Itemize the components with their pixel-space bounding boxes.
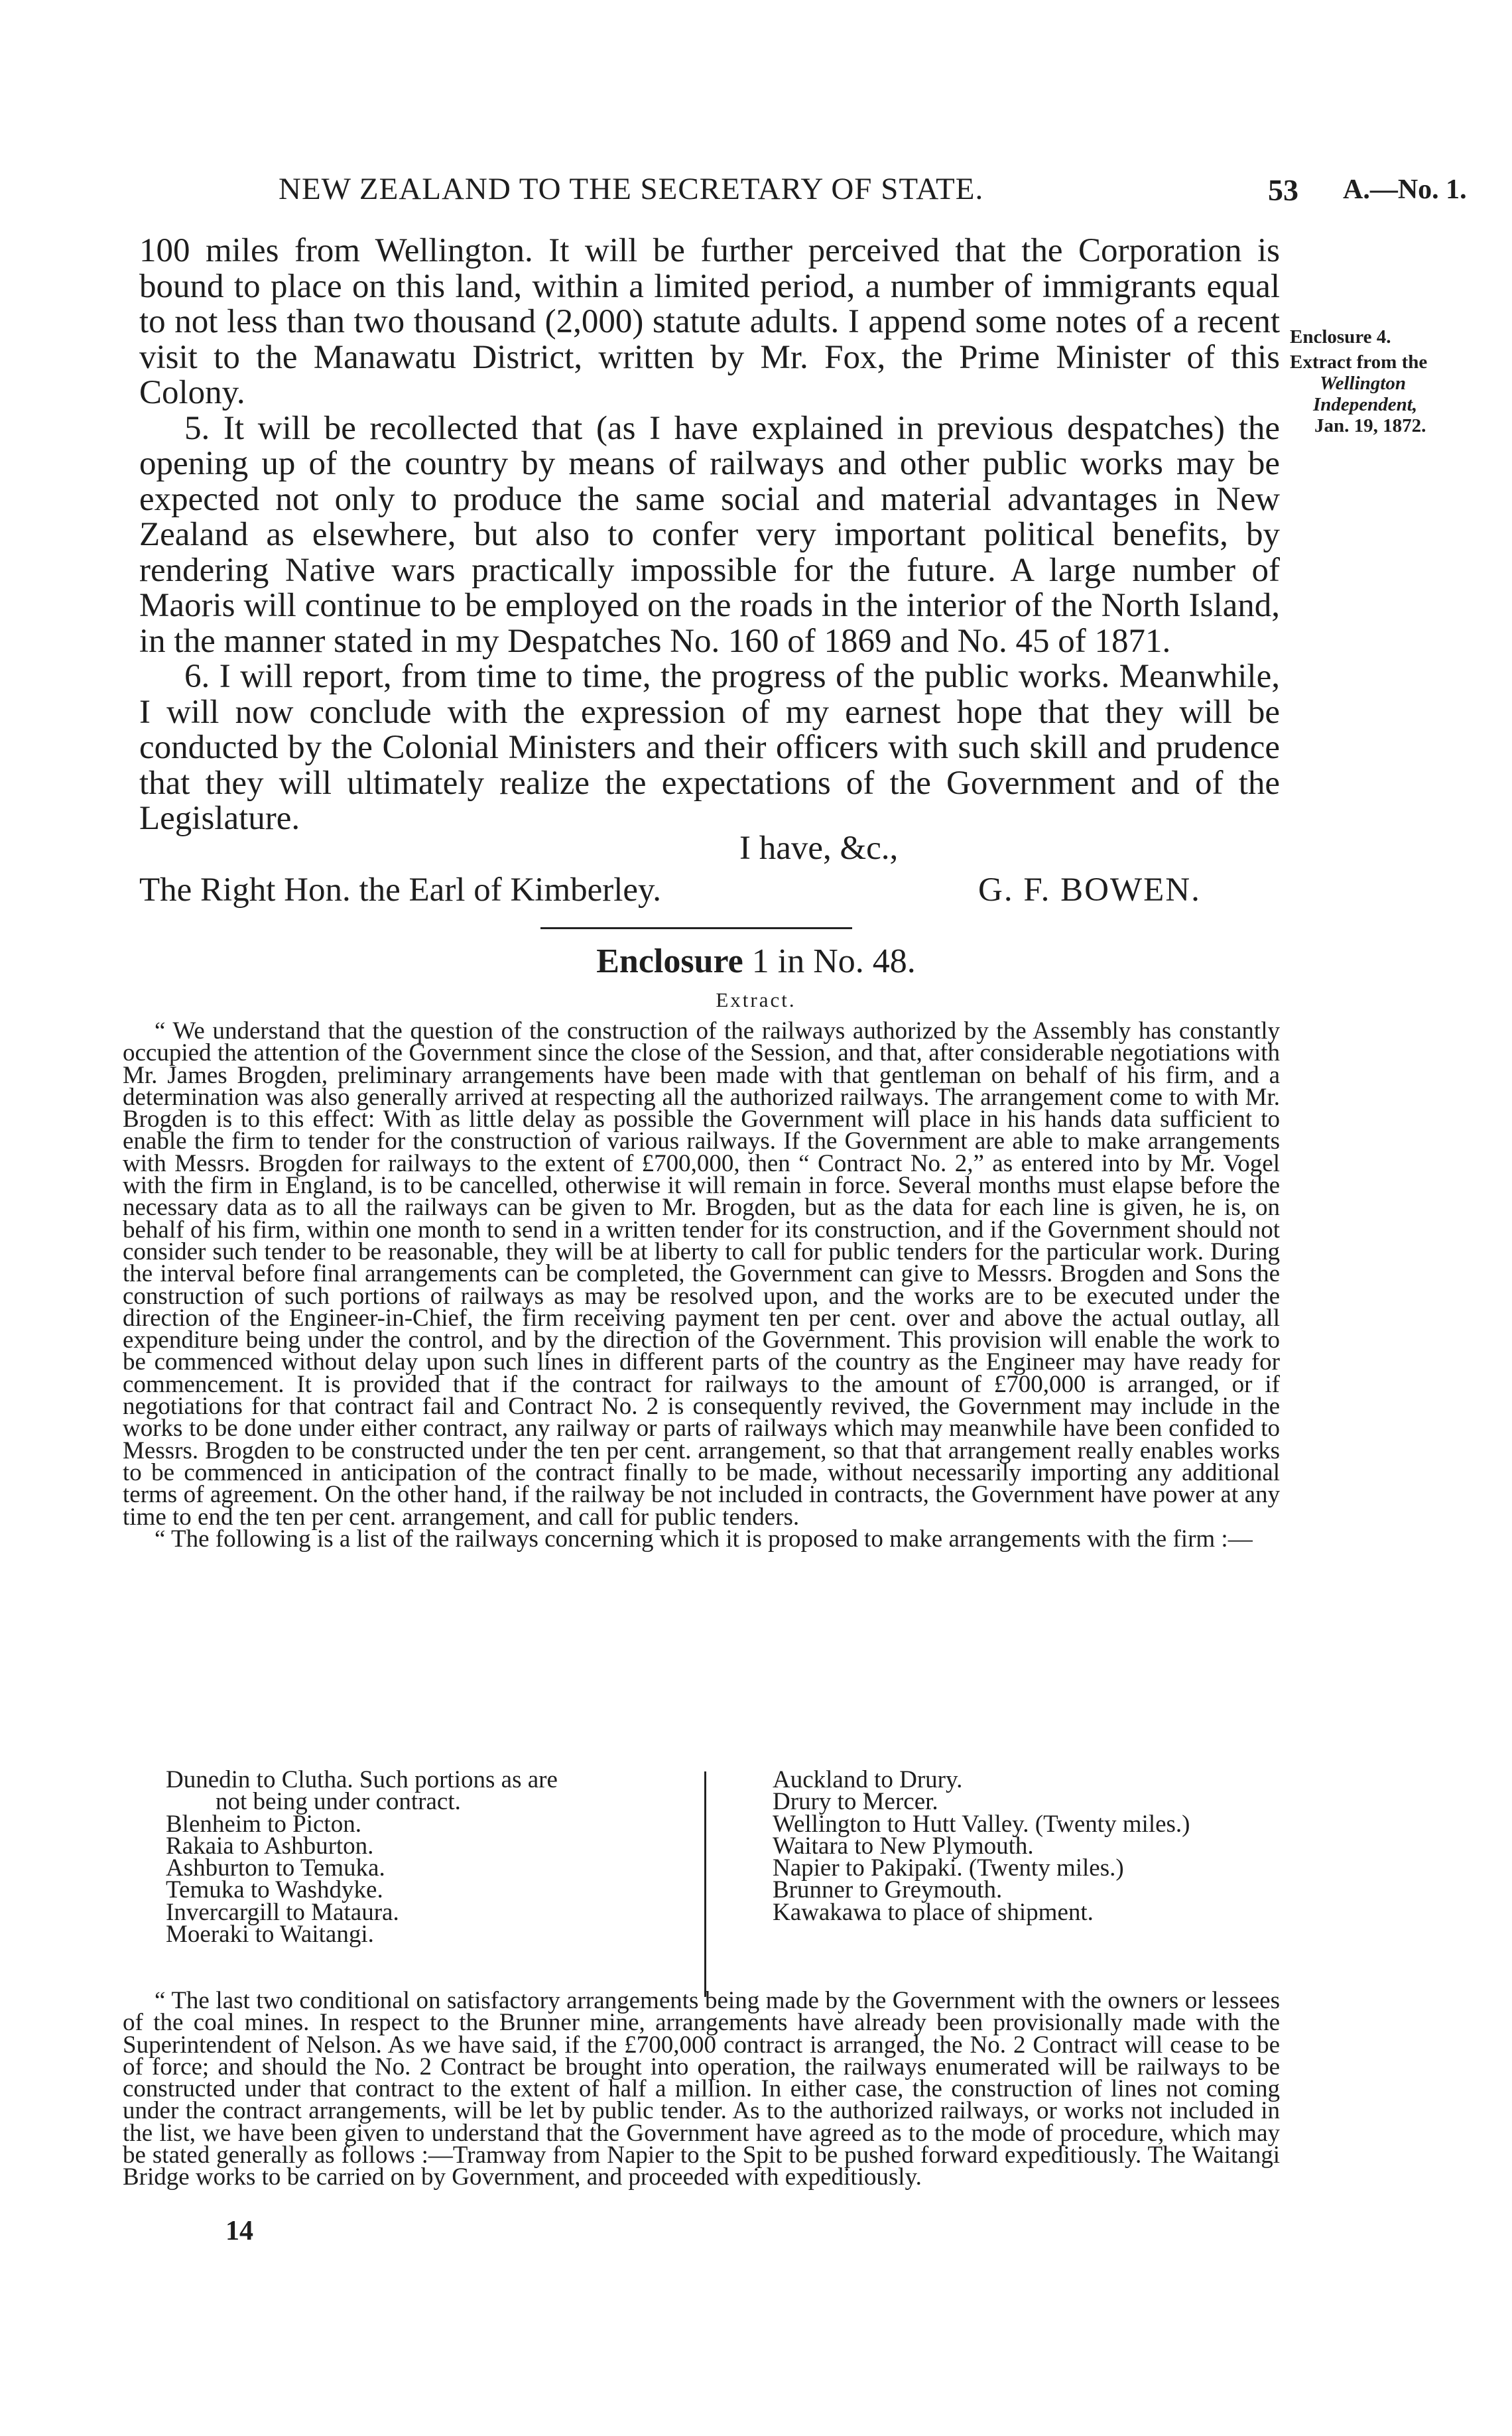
list-item: Wellington to Hutt Valley. (Twenty miles.): [773, 1810, 1190, 1838]
railway-list-right: [773, 1766, 1277, 1926]
running-header: [0, 171, 1512, 211]
section-divider: [540, 927, 852, 929]
list-item: Drury to Mercer.: [773, 1788, 938, 1816]
enclosure-body: [123, 1017, 1280, 1553]
letter-body: [139, 233, 1280, 837]
margin-note-newspaper-2: Independent,: [1313, 394, 1418, 415]
enclosure-title-rest: 1 in No. 48.: [751, 942, 916, 980]
enclosure-title: [0, 942, 1512, 981]
list-item: Brunner to Greymouth.: [773, 1876, 1003, 1904]
railway-list-left: [166, 1766, 690, 1949]
signature: G. F. BOWEN.: [978, 871, 1201, 909]
enclosure-paragraph-1: “ We understand that the question of the construction of the railways authorized by the Assembly has constantly occupied the attention of the Government since the close of the Session, and that, after considerable negotiations with Mr. James Brogden, preliminary arrangements have been made with that gentleman on behalf of his firm, and a determination was also generally arrived at respecting all the authorized railways. The arrangement come to with Mr. Brogden is to this effect: With as little delay as possible the Government will place in his hands data sufficient to enable the firm to tender for the construction of various railways. If the Government are able to make arrangements with Messrs. Brogden for railways to the extent of £700,000, then “ Contract No. 2,” as entered into by Mr. Vogel with the firm in England, is to be cancelled, otherwise it will remain in force. Several months must elapse before the necessary data as to all the railways can be given to Mr. Brogden, but as the data for each line is given, he is, on behalf of his firm, within one month to send in a written tender for its construction, and if the Government should not consider such tender to be reasonable, they will be at liberty to call for public tenders for the particular work. During the interval before final arrangements can be completed, the Government can give to Messrs. Brogden and Sons the construction of such portions of railways as may be resolved upon, and the works are to be executed under the direction of the Engineer-in-Chief, the firm receiving payment ten per cent. over and above the actual outlay, all expenditure being under the control, and by the direction of the Government. This provision will enable the work to be commenced without delay upon such lines in different parts of the country as the Engineer may have ready for commencement. It is provided that if the contract for railways to the amount of £700,000 is arranged, or if negotiations for that contract fail and Contract No. 2 is consequently revived, the Government may include in the works to be done under either contract, any railway or parts of railways which may meanwhile have been confided to Messrs. Brogden to be constructed under the ten per cent. arrangement, so that that arrangement really enables works to be commenced in anticipation of the contract finally to be made, without necessarily importing any additional terms of agreement. On the other hand, if the railway be not included in contracts, the Government have power at any time to end the ten per cent. arrangement, and call for public tenders.: [123, 1017, 1280, 1531]
paragraph-6: 6. I will report, from time to time, the progress of the public works. Meanwhile, I will now conclude with the expression of my earnest hope that they will be conducted by the Colonial Ministers and their officers with such skill and prudence that they will ultimately realize the expectations of the Government and of the Legislature.: [139, 658, 1280, 837]
list-item: Moeraki to Waitangi.: [166, 1921, 374, 1949]
list-item: not being under contract.: [216, 1788, 461, 1816]
railway-list: [166, 1766, 1280, 1981]
margin-note-newspaper-1: Wellington: [1320, 373, 1406, 394]
list-item: Invercargill to Mataura.: [166, 1898, 399, 1926]
list-item: Auckland to Drury.: [773, 1766, 963, 1793]
running-title: NEW ZEALAND TO THE SECRETARY OF STATE.: [279, 172, 984, 206]
list-item: Ashburton to Temuka.: [166, 1854, 385, 1882]
margin-note-enclosure: Enclosure 4.: [1290, 326, 1391, 348]
margin-note-extract-from: Extract from the: [1290, 352, 1428, 373]
enclosure-paragraph-3: “ The last two conditional on satisfactory arrangements being made by the Government with the owners or lessees of the coal mines. In respect to the Brunner mine, arrangements have already been provisionally made with the Superintendent of Nelson. As we have said, if the £700,000 contract is arranged, the No. 2 Contract will cease to be of force; and should the No. 2 Contract be brought into operation, the railways enumerated will be railways to be constructed under that contract to the extent of half a million. In either case, the construction of lines not coming under the contract arrangements, will be let by public tender. As to the authorized railways, or works not included in the list, we have been given to understand that the Government have agreed as to the mode of procedure, which may be stated generally as follows :—Tramway from Napier to the Spit to be pushed forward expeditiously. The Waitangi Bridge works to be carried on by Government, and proceeded with expeditiously.: [123, 1987, 1280, 2191]
page-number: 53: [1268, 173, 1298, 207]
list-item: Kawakawa to place of shipment.: [773, 1898, 1094, 1926]
paragraph-continuation: 100 miles from Wellington. It will be further perceived that the Corporation is bound to place on this land, within a limited period, a number of immigrants equal to not less than two thousand (2,000) statute adults. I append some notes of a recent visit to the Manawatu District, written by Mr. Fox, the Prime Minister of this Colony.: [139, 232, 1280, 411]
list-item: Waitara to New Plymouth.: [773, 1832, 1034, 1860]
list-item: Temuka to Washdyke.: [166, 1876, 383, 1904]
enclosure-paragraph-2: “ The following is a list of the railways concerning which it is proposed to make arrangements with the firm :—: [155, 1525, 1253, 1553]
extract-label: Extract.: [716, 988, 796, 1011]
list-item: Blenheim to Picton.: [166, 1810, 361, 1838]
margin-note-date: Jan. 19, 1872.: [1314, 415, 1426, 436]
printer-signature-mark: 14: [225, 2216, 253, 2246]
closing-formula: I have, &c.,: [739, 830, 899, 867]
paragraph-5: 5. It will be recollected that (as I have explained in previous despatches) the opening up of the country by means of railways and other public works may be expected not only to produce the same social and material advantages in New Zealand as elsewhere, but also to confer very important political benefits, by rendering Native wars practically impossible for the future. A large number of Maoris will continue to be employed on the roads in the interior of the North Island, in the manner stated in my Despatches No. 160 of 1869 and No. 45 of 1871.: [139, 409, 1280, 660]
list-item: Napier to Pakipaki. (Twenty miles.): [773, 1854, 1124, 1882]
enclosure-body-continued: [123, 1987, 1280, 2191]
list-item: Rakaia to Ashburton.: [166, 1832, 374, 1860]
list-item: Dunedin to Clutha. Such portions as are: [166, 1766, 558, 1793]
document-id: A.—No. 1.: [1343, 174, 1467, 205]
column-divider: [704, 1771, 706, 1997]
addressee: The Right Hon. the Earl of Kimberley.: [139, 871, 661, 909]
enclosure-title-word: Enclosure: [596, 942, 743, 980]
